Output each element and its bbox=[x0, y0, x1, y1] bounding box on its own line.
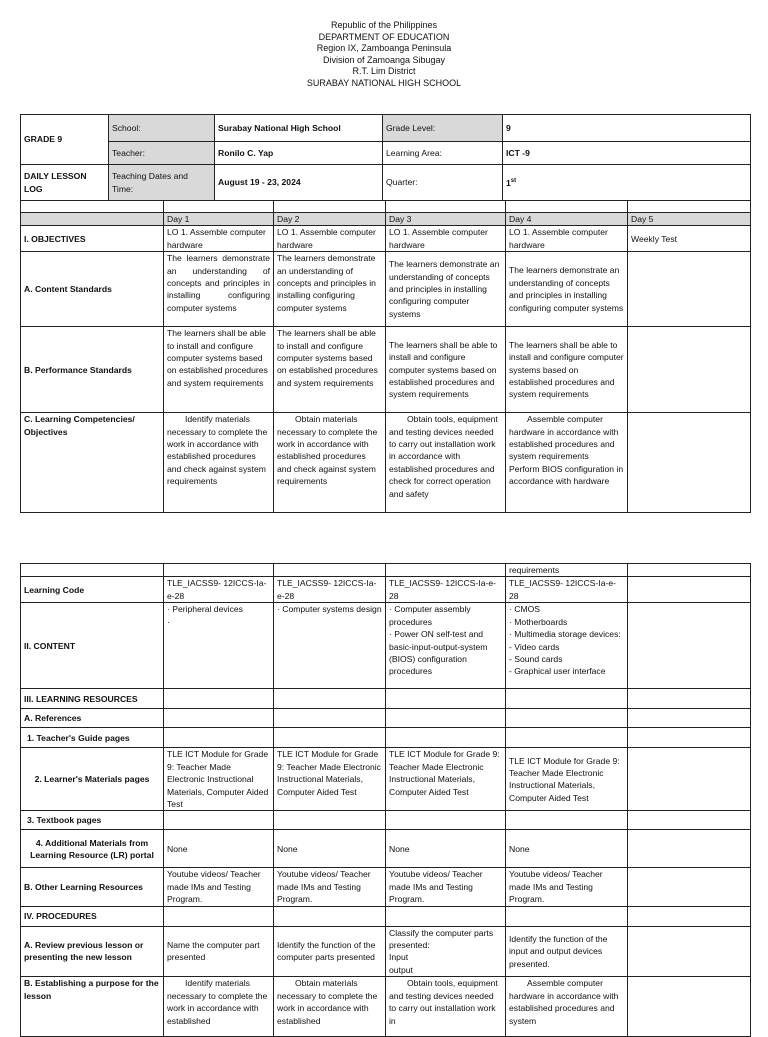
grade-level-label: Grade Level: bbox=[383, 115, 503, 142]
cell: Youtube videos/ Teacher made IMs and Testing Program. bbox=[506, 868, 628, 906]
cell: · CMOS · Motherboards · Multimedia storage devices: - Video cards - Sound cards - Graphical user interface bbox=[506, 603, 628, 689]
cell: TLE ICT Module for Grade 9: Teacher Made Electronic Instructional Materials, Computer Aided Test bbox=[274, 748, 386, 811]
additional-materials-row bbox=[21, 830, 751, 868]
cell: TLE_IACSS9- 12ICCS-Ia-e-28 bbox=[386, 577, 506, 603]
document-header bbox=[0, 20, 768, 90]
day-header: Day 2 bbox=[274, 213, 386, 226]
cell bbox=[628, 413, 751, 513]
header-line: Region IX, Zamboanga Peninsula bbox=[316, 43, 452, 54]
row-label: II. CONTENT bbox=[21, 603, 164, 689]
row-label: 3. Textbook pages bbox=[21, 811, 164, 830]
cell: requirements bbox=[506, 564, 628, 577]
day-header-row bbox=[21, 213, 751, 226]
cell: Obtain materials necessary to complete the work in accordance with established bbox=[274, 977, 386, 1037]
day-header: Day 3 bbox=[386, 213, 506, 226]
cell: The learners demonstrate an understanding of concepts and principles in installing configuring computer systems bbox=[506, 252, 628, 327]
cell: LO 1. Assemble computer hardware bbox=[506, 226, 628, 252]
cell bbox=[628, 748, 751, 811]
cell bbox=[628, 577, 751, 603]
cell: TLE_IACSS9- 12ICCS-Ia-e-28 bbox=[164, 577, 274, 603]
header-line: R.T. Lim District bbox=[352, 66, 416, 77]
teacher-value: Ronilo C. Yap bbox=[215, 142, 383, 165]
learners-materials-row bbox=[21, 748, 751, 811]
teacher-label: Teacher: bbox=[109, 142, 215, 165]
row-label: IV. PROCEDURES bbox=[21, 906, 164, 926]
row-label: B. Other Learning Resources bbox=[21, 868, 164, 906]
resources-row bbox=[21, 689, 751, 709]
quarter-label: Quarter: bbox=[383, 165, 503, 201]
continuation-row bbox=[21, 564, 751, 577]
learning-area-label: Learning Area: bbox=[383, 142, 503, 165]
learning-area-value: ICT -9 bbox=[503, 142, 751, 165]
quarter-value bbox=[503, 165, 751, 201]
cell: None bbox=[506, 830, 628, 868]
cell: LO 1. Assemble computer hardware bbox=[386, 226, 506, 252]
cell: Name the computer part presented bbox=[164, 926, 274, 977]
row-label: 2. Learner's Materials pages bbox=[21, 748, 164, 811]
cell: · Peripheral devices · bbox=[164, 603, 274, 689]
cell: TLE_IACSS9- 12ICCS-Ia-e-28 bbox=[274, 577, 386, 603]
references-row bbox=[21, 709, 751, 728]
row-label: A. Review previous lesson or presenting the new lesson bbox=[21, 926, 164, 977]
purpose-row bbox=[21, 977, 751, 1037]
cell: Youtube videos/ Teacher made IMs and Testing Program. bbox=[386, 868, 506, 906]
school-label: School: bbox=[109, 115, 215, 142]
cell bbox=[628, 252, 751, 327]
cell: The learners shall be able to install and configure computer systems based on established procedures and system requirements bbox=[386, 327, 506, 413]
cell: The learners shall be able to install and configure computer systems based on established procedures and system requirements bbox=[164, 327, 274, 413]
cell bbox=[628, 868, 751, 906]
procedures-row bbox=[21, 906, 751, 926]
cell: Youtube videos/ Teacher made IMs and Testing Program. bbox=[164, 868, 274, 906]
cell: None bbox=[164, 830, 274, 868]
cell bbox=[628, 977, 751, 1037]
cell: Youtube videos/ Teacher made IMs and Testing Program. bbox=[274, 868, 386, 906]
dll-label: DAILY LESSON LOG bbox=[21, 165, 109, 201]
cell: Weekly Test bbox=[628, 226, 751, 252]
quarter-number: 1 bbox=[506, 178, 511, 189]
cell: The learners demonstrate an understanding of concepts and principles in installing configuring computer systems bbox=[164, 252, 274, 327]
header-line: DEPARTMENT OF EDUCATION bbox=[318, 31, 450, 42]
row-label: III. LEARNING RESOURCES bbox=[21, 689, 164, 709]
row-label: C. Learning Competencies/ Objectives bbox=[21, 413, 164, 513]
school-value: Surabay National High School bbox=[215, 115, 383, 142]
row-label: Learning Code bbox=[21, 577, 164, 603]
learning-code-row bbox=[21, 577, 751, 603]
cell: The learners demonstrate an understanding of concepts and principles in installing configuring computer systems bbox=[274, 252, 386, 327]
cell: Obtain tools, equipment and testing devices needed to carry out installation work in accordance with established procedures and check for correct operation and safety bbox=[386, 413, 506, 513]
cell: Identify the function of the computer parts presented bbox=[274, 926, 386, 977]
cell: The learners shall be able to install and configure computer systems based on established procedures and system requirements bbox=[274, 327, 386, 413]
cell bbox=[628, 830, 751, 868]
cell: The learners shall be able to install and configure computer systems based on established procedures and system requirements bbox=[506, 327, 628, 413]
lesson-table-page1 bbox=[20, 200, 751, 513]
cell: Assemble computer hardware in accordance with established procedures and system bbox=[506, 977, 628, 1037]
cell: LO 1. Assemble computer hardware bbox=[274, 226, 386, 252]
teachers-guide-row bbox=[21, 728, 751, 748]
cell bbox=[628, 603, 751, 689]
day-header: Day 4 bbox=[506, 213, 628, 226]
row-label: I. OBJECTIVES bbox=[21, 226, 164, 252]
cell: LO 1. Assemble computer hardware bbox=[164, 226, 274, 252]
row-label: B. Establishing a purpose for the lesson bbox=[21, 977, 164, 1037]
dates-label: Teaching Dates and Time: bbox=[109, 165, 215, 201]
review-row bbox=[21, 926, 751, 977]
objectives-row bbox=[21, 226, 751, 252]
header-line: Division of Zamoanga Sibugay bbox=[322, 54, 446, 65]
row-label: 1. Teacher's Guide pages bbox=[21, 728, 164, 748]
day-header: Day 1 bbox=[164, 213, 274, 226]
performance-standards-row bbox=[21, 327, 751, 413]
grade-label: GRADE 9 bbox=[21, 115, 109, 165]
day-header: Day 5 bbox=[628, 213, 751, 226]
cell: Classify the computer parts presented: Input output bbox=[386, 926, 506, 977]
textbook-row bbox=[21, 811, 751, 830]
cell: The learners demonstrate an understanding of concepts and principles in installing configuring computer systems bbox=[386, 252, 506, 327]
competencies-row bbox=[21, 413, 751, 513]
content-standards-row bbox=[21, 252, 751, 327]
content-row bbox=[21, 603, 751, 689]
cell: TLE ICT Module for Grade 9: Teacher Made Electronic Instructional Materials, Computer Aided Test bbox=[164, 748, 274, 811]
row-label: B. Performance Standards bbox=[21, 327, 164, 413]
cell: Assemble computer hardware in accordance with established procedures and system requirements Perform BIOS configuration in accordance with hardware bbox=[506, 413, 628, 513]
cell: Identify the function of the input and output devices presented. bbox=[506, 926, 628, 977]
grade-level-value: 9 bbox=[503, 115, 751, 142]
cell: Identify materials necessary to complete the work in accordance with established bbox=[164, 977, 274, 1037]
cell: Identify materials necessary to complete the work in accordance with established procedures and check against system requirements bbox=[164, 413, 274, 513]
header-line: SURABAY NATIONAL HIGH SCHOOL bbox=[306, 77, 462, 88]
quarter-suffix: st bbox=[510, 178, 517, 185]
other-resources-row bbox=[21, 868, 751, 906]
cell: Obtain tools, equipment and testing devices needed to carry out installation work in bbox=[386, 977, 506, 1037]
cell: TLE ICT Module for Grade 9: Teacher Made Electronic Instructional Materials, Computer Aided Test bbox=[506, 748, 628, 811]
cell: · Computer systems design bbox=[274, 603, 386, 689]
cell: Obtain materials necessary to complete the work in accordance with established procedures and check against system requirements bbox=[274, 413, 386, 513]
lesson-table-page2 bbox=[20, 563, 751, 1037]
cell bbox=[628, 327, 751, 413]
info-table bbox=[20, 114, 751, 201]
row-label: A. Content Standards bbox=[21, 252, 164, 327]
row-label: A. References bbox=[21, 709, 164, 728]
cell: TLE ICT Module for Grade 9: Teacher Made Electronic Instructional Materials, Computer Aided Test bbox=[386, 748, 506, 811]
cell: TLE_IACSS9- 12ICCS-Ia-e-28 bbox=[506, 577, 628, 603]
cell: None bbox=[386, 830, 506, 868]
row-label: 4. Additional Materials from Learning Resource (LR) portal bbox=[21, 830, 164, 868]
cell: None bbox=[274, 830, 386, 868]
cell: · Computer assembly procedures · Power ON self-test and basic-input-output-system (BIOS) configuration procedures bbox=[386, 603, 506, 689]
cell bbox=[628, 926, 751, 977]
dates-value: August 19 - 23, 2024 bbox=[215, 165, 383, 201]
header-line: Republic of the Philippines bbox=[330, 20, 438, 30]
